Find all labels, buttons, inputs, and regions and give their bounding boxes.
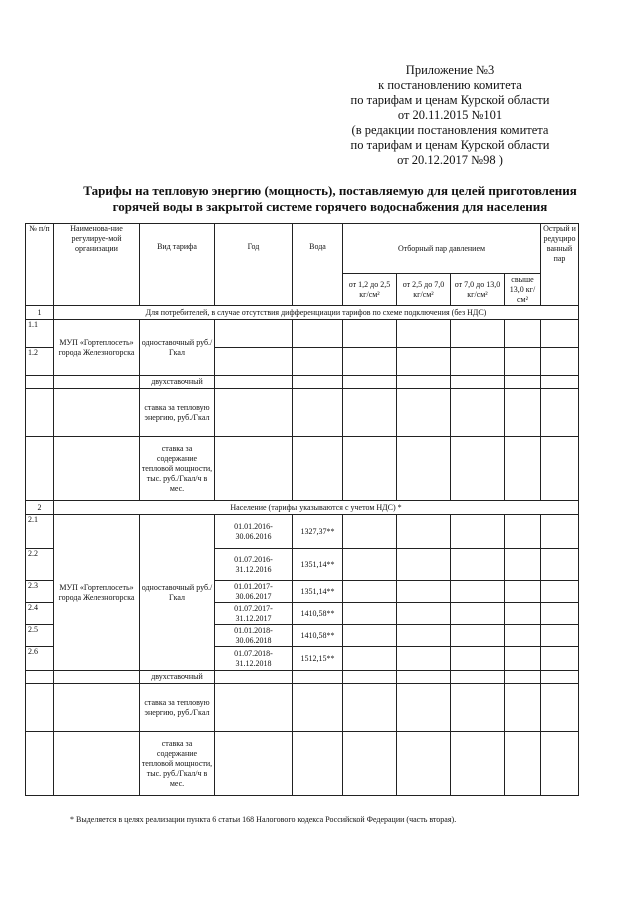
head-year: Год [215, 224, 293, 306]
head-num: № п/п [26, 224, 54, 306]
period: 01.07.2016- 31.12.2016 [215, 549, 293, 581]
rate-keep: ставка за содержание тепловой мощности, тыс. руб./Гкал/ч в мес. [140, 732, 215, 796]
row-num: 1.2 [26, 348, 54, 376]
water-value: 1512,15** [293, 647, 343, 671]
row-num: 2.4 [26, 603, 54, 625]
rate-keep: ставка за содержание тепловой мощности, тыс. руб./Гкал/ч в мес. [140, 437, 215, 501]
head-p1: от 1,2 до 2,5 кг/см² [343, 274, 397, 306]
tariff-two-rate: двухставочный [140, 671, 215, 684]
rate-energy: ставка за тепловую энергию, руб./Гкал [140, 684, 215, 732]
row-num: 2.6 [26, 647, 54, 671]
period: 01.01.2018- 30.06.2018 [215, 625, 293, 647]
head-water: Вода [293, 224, 343, 306]
header-line: Приложение №3 [405, 63, 495, 77]
row-num: 2.5 [26, 625, 54, 647]
document-title [60, 183, 600, 215]
row-num: 2.2 [26, 549, 54, 581]
header-line: по тарифам и ценам Курской области [350, 93, 550, 107]
head-steam: Отборный пар давлением [343, 224, 541, 274]
header-line: от 20.12.2017 №98 ) [397, 153, 503, 167]
header-line: по тарифам и ценам Курской области [350, 138, 550, 152]
period: 01.01.2016- 30.06.2016 [215, 515, 293, 549]
section-1-title: Для потребителей, в случае отсутствия дифференциации тарифов по схеме подключения (без НДС) [54, 306, 579, 320]
section-1-num: 1 [26, 306, 54, 320]
tariff-one-rate: одноставочный руб./Гкал [140, 320, 215, 376]
rate-energy: ставка за тепловую энергию, руб./Гкал [140, 389, 215, 437]
section-2-title: Население (тарифы указываются с учетом НДС) * [54, 501, 579, 515]
row-num: 2.1 [26, 515, 54, 549]
tariff-table [25, 223, 579, 796]
water-value: 1351,14** [293, 549, 343, 581]
document-header [330, 63, 570, 168]
org-name: МУП «Гортеплосеть» города Железногорска [54, 515, 140, 671]
water-value: 1410,58** [293, 625, 343, 647]
header-line: к постановлению комитета [378, 78, 522, 92]
section-2-num: 2 [26, 501, 54, 515]
head-sharp: Острый и редуциро ванный пар [541, 224, 579, 306]
row-num: 1.1 [26, 320, 54, 348]
header-line: от 20.11.2015 №101 [397, 108, 503, 122]
head-p4: свыше 13,0 кг/см² [505, 274, 541, 306]
period: 01.07.2017- 31.12.2017 [215, 603, 293, 625]
period: 01.07.2018- 31.12.2018 [215, 647, 293, 671]
row-num: 2.3 [26, 581, 54, 603]
header-line: (в редакции постановления комитета [351, 123, 549, 137]
period: 01.01.2017- 30.06.2017 [215, 581, 293, 603]
footnote: * Выделяется в целях реализации пункта 6 статьи 168 Налогового кодекса Российской Федерации (часть вторая). [70, 815, 457, 824]
water-value: 1327,37** [293, 515, 343, 549]
water-value: 1410,58** [293, 603, 343, 625]
head-org: Наименова-ние регулируе-мой организации [54, 224, 140, 306]
head-kind: Вид тарифа [140, 224, 215, 306]
head-p3: от 7,0 до 13,0 кг/см² [451, 274, 505, 306]
org-name: МУП «Гортеплосеть» города Железногорска [54, 320, 140, 376]
title-line: Тарифы на тепловую энергию (мощность), поставляемую для целей приготовления [83, 183, 577, 198]
title-line: горячей воды в закрытой системе горячего водоснабжения для населения [112, 199, 548, 214]
head-p2: от 2,5 до 7,0 кг/см² [397, 274, 451, 306]
tariff-one-rate: одноставочный руб./Гкал [140, 515, 215, 671]
water-value: 1351,14** [293, 581, 343, 603]
tariff-two-rate: двухставочный [140, 376, 215, 389]
